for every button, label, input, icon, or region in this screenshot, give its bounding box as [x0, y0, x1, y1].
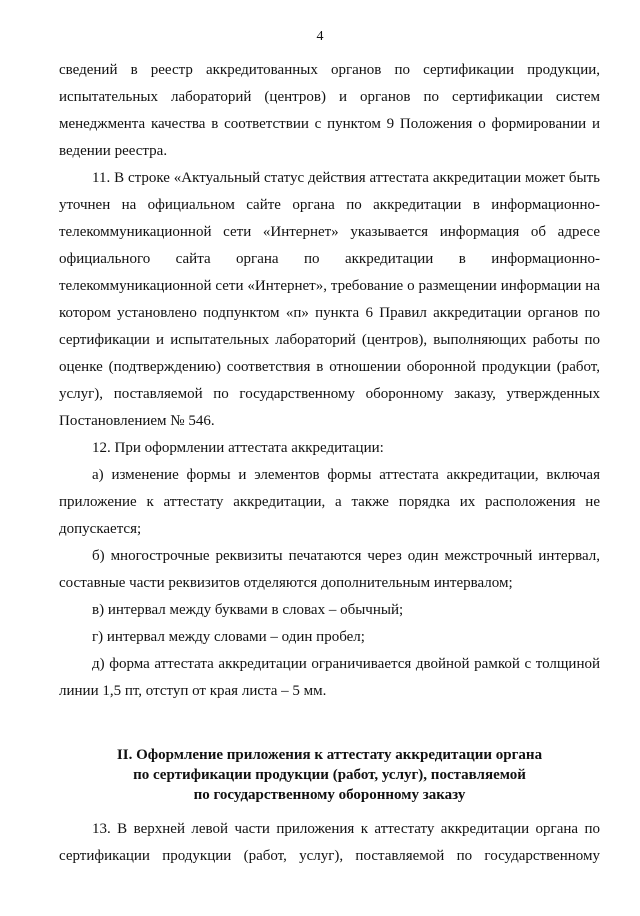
document-body [59, 57, 600, 870]
section-heading [59, 745, 600, 805]
paragraph-12-g: г) интервал между словами – один пробел; [92, 629, 365, 645]
paragraph-12-a: а) изменение формы и элементов формы аттестата аккредитации, включая приложение к аттестату аккредитации, а также порядка их расположения не допускается; [59, 467, 600, 537]
page-number: 4 [316, 29, 324, 44]
paragraph-12-d: д) форма аттестата аккредитации ограничивается двойной рамкой с толщиной линии 1,5 пт, отступ от края листа – 5 мм. [59, 656, 600, 699]
paragraph-12: 12. При оформлении аттестата аккредитации: [92, 440, 384, 456]
paragraph-12-v: в) интервал между буквами в словах – обычный; [92, 602, 404, 618]
section-heading-line-3: по государственному оборонному заказу [193, 787, 466, 803]
paragraph-11: 11. В строке «Актуальный статус действия аттестата аккредитации может быть уточнен на официальном сайте органа по аккредитации в информационно-телекоммуникационной сети «Интернет» указывается информация об адресе официального сайта органа по аккредитации в информационно-телекоммуникационной сети «Интернет», требование о размещении информации на котором установлено подпунктом «п» пункта 6 Правил аккредитации органов по сертификации и испытательных лабораторий (центров), выполняющих работы по оценке (подтверждению) соответствия в отношении оборонной продукции (работ, услуг), поставляемой по государственному оборонному заказу, утвержденных Постановлением № 546. [59, 170, 600, 429]
paragraph-13: 13. В верхней левой части приложения к аттестату аккредитации органа по сертификации продукции (работ, услуг), поставляемой по государственному [59, 821, 600, 864]
paragraph-12-b: б) многострочные реквизиты печатаются через один межстрочный интервал, составные части реквизитов отделяются дополнительным интервалом; [59, 548, 600, 591]
section-heading-line-1: II. Оформление приложения к аттестату аккредитации органа [116, 747, 543, 763]
section-heading-line-2: по сертификации продукции (работ, услуг), поставляемой [133, 767, 526, 783]
paragraph-continuation: сведений в реестр аккредитованных органов по сертификации продукции, испытательных лабораторий (центров) и органов по сертификации систем менеджмента качества в соответствии с пунктом 9 Положения о формировании и ведении реестра. [59, 62, 600, 159]
